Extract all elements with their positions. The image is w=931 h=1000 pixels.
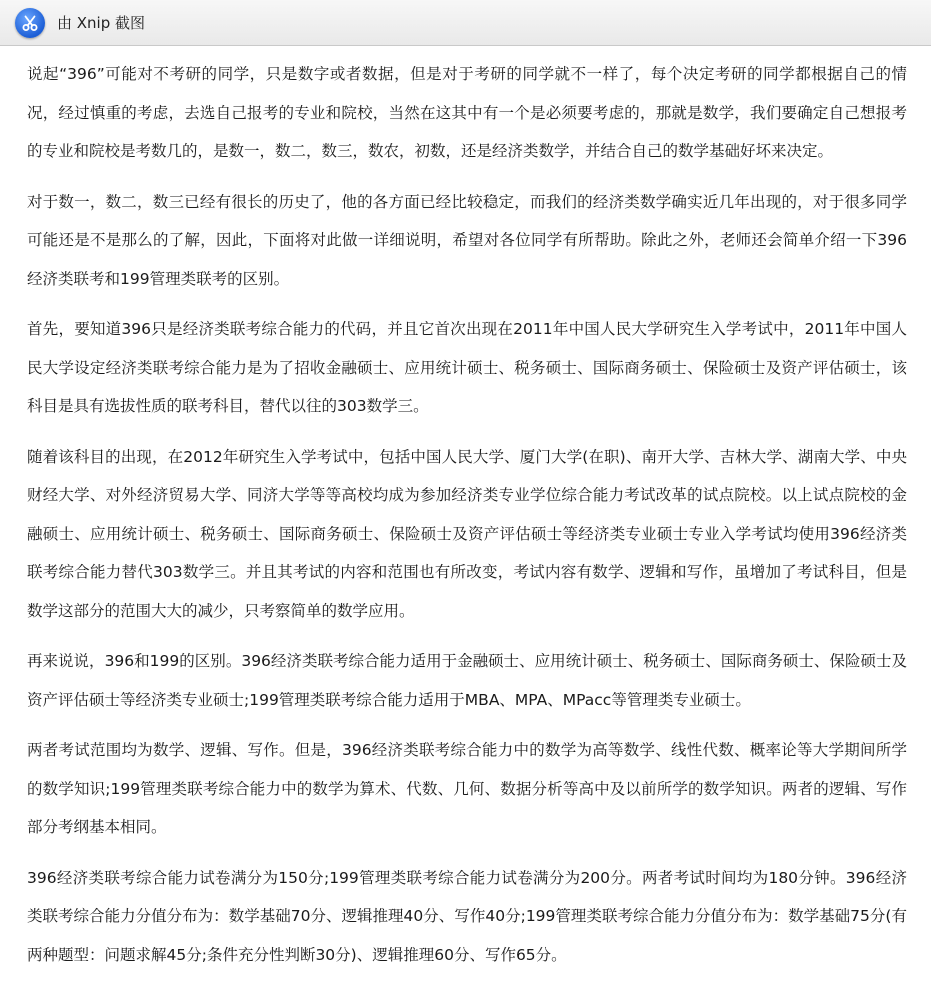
window-titlebar — [0, 0, 931, 46]
paragraph-7: 396经济类联考综合能力试卷满分为150分;199管理类联考综合能力试卷满分为200分。两者考试时间均为180分钟。396经济类联考综合能力分值分布为：数学基础70分、逻辑推理40分、写作40分;199管理类联考综合能力分值分布为：数学基础75分(有两种题型：问题求解45分;条件充分性判断30分)、逻辑推理60分、写作65分。 — [27, 868, 907, 964]
article-content — [0, 46, 931, 1000]
paragraph-2: 对于数一，数二，数三已经有很长的历史了，他的各方面已经比较稳定，而我们的经济类数学确实近几年出现的，对于很多同学可能还是不是那么的了解，因此，下面将对此做一详细说明，希望对各位同学有所帮助。除此之外，老师还会简单介绍一下396经济类联考和199管理类联考的区别。 — [27, 192, 907, 288]
window-title: 由 Xnip 截图 — [57, 14, 146, 32]
scissors-icon[interactable] — [15, 8, 45, 38]
paragraph-4: 随着该科目的出现，在2012年研究生入学考试中，包括中国人民大学、厦门大学(在职)、南开大学、吉林大学、湖南大学、中央财经大学、对外经济贸易大学、同济大学等等高校均成为参加经济类专业学位综合能力考试改革的试点院校。以上试点院校的金融硕士、应用统计硕士、税务硕士、国际商务硕士、保险硕士及资产评估硕士等经济类专业硕士专业入学考试均使用396经济类联考综合能力替代303数学三。并且其考试的内容和范围也有所改变，考试内容有数学、逻辑和写作，虽增加了考试科目，但是数学这部分的范围大大的减少，只考察简单的数学应用。 — [27, 447, 907, 620]
paragraph-6: 两者考试范围均为数学、逻辑、写作。但是，396经济类联考综合能力中的数学为高等数学、线性代数、概率论等大学期间所学的数学知识;199管理类联考综合能力中的数学为算术、代数、几何、数据分析等高中及以前所学的数学知识。两者的逻辑、写作部分考纲基本相同。 — [27, 741, 907, 836]
paragraph-1: 说起“396”可能对不考研的同学，只是数字或者数据，但是对于考研的同学就不一样了，每个决定考研的同学都根据自己的情况，经过慎重的考虑，去选自己报考的专业和院校，当然在这其中有一个是必须要考虑的，那就是数学，我们要确定自己想报考的专业和院校是考数几的，是数一，数二，数三，数农，初数，还是经济类数学，并结合自己的数学基础好坏来决定。 — [27, 65, 907, 160]
paragraph-5: 再来说说，396和199的区别。396经济类联考综合能力适用于金融硕士、应用统计硕士、税务硕士、国际商务硕士、保险硕士及资产评估硕士等经济类专业硕士;199管理类联考综合能力适用于MBA、MPA、MPacc等管理类专业硕士。 — [27, 652, 907, 709]
paragraph-3: 首先，要知道396只是经济类联考综合能力的代码，并且它首次出现在2011年中国人民大学研究生入学考试中，2011年中国人民大学设定经济类联考综合能力是为了招收金融硕士、应用统计硕士、税务硕士、国际商务硕士、保险硕士及资产评估硕士，该科目是具有选拔性质的联考科目，替代以往的303数学三。 — [27, 320, 907, 415]
